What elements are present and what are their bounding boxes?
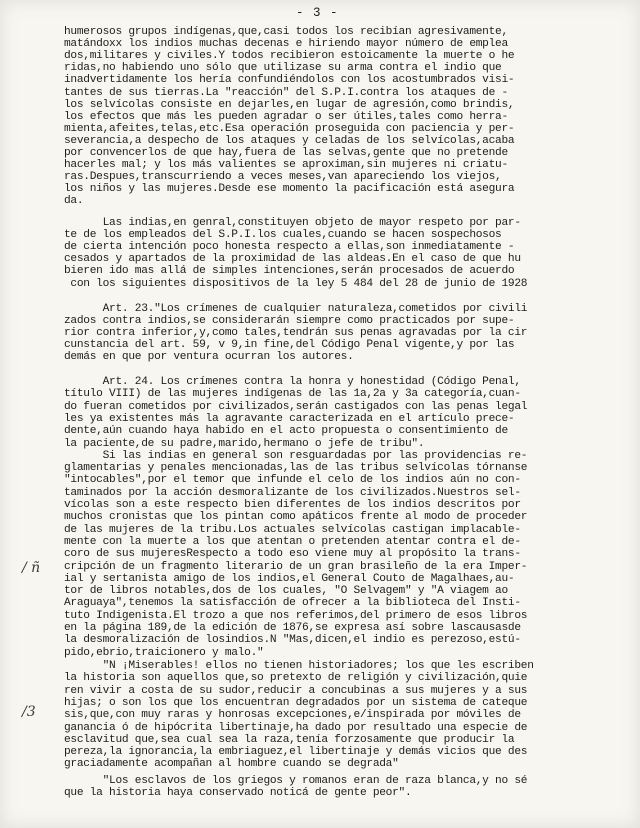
text-line: matándoxx los indios muchas decenas e hiriendo mayor número de emplea [64, 38, 508, 51]
text-line: taminados por la acción desmoralizante de los civilizados.Nuestros sel- [64, 486, 521, 499]
text-line: "Los esclavos de los griegos y romanos eran de raza blanca,y no sé [64, 775, 528, 787]
text-line: do fueran cometidos por civilizados,serán castigados con las penas legal [64, 400, 528, 413]
text-line: cripción de un fragmento literario de un gran brasileño de la era Imper- [64, 560, 528, 573]
text-line: que la historia haya conservado noticá de gente peor". [64, 787, 412, 800]
text-line: los selvícolas consiste en dejarles,en lugar de agresión,como brindis, [64, 98, 515, 111]
text-line: zados contra indios,se considerarán siempre como practicados por supe- [64, 315, 515, 328]
text-line: ganancia ó de hipócrita libertinaje,ha dado por resultado una especie de [64, 721, 528, 734]
text-line: hijas; o son los que los encuentran degradados por un sistema de cateque [64, 696, 528, 709]
text-line: glamentarias y penales mencionadas,las de las tribus selvícolas tórnanse [64, 462, 528, 475]
text-line: en la página 189,de la edición de 1876,se expresa así sobre lascausasde [64, 622, 521, 634]
text-line: ras.Despues,transcurriendo a veces meses,van apareciendo los viejos, [64, 171, 502, 184]
text-line: demás en que por ventura ocurran los autores. [64, 351, 354, 364]
text-line: pido,ebrio,traicionero y malo." [64, 646, 264, 659]
text-line: "intocables",por el temor que infunde el celo de los indios aún no con- [64, 474, 521, 487]
text-line: esclavitud que,sea cual sea la raza,tenía forzosamente que producir la [64, 733, 515, 746]
margin-mark: /3 [22, 704, 36, 720]
text-line: Las indias,en genral,constituyen objeto de mayor respeto por par- [64, 217, 521, 229]
text-line: los niños y las mujeres.Desde ese momento la pacificación está asegura [64, 183, 515, 196]
text-line: humerosos grupos indígenas,que,casi todos los recibían agresivamente, [64, 26, 508, 38]
text-line: severancia,a despecho de los ataques y celadas de los selvícolas,acaba [64, 134, 515, 147]
text-line: ridas,no habiendo uno sólo que utilizase su arma contra el indio que [64, 62, 502, 75]
text-line: de cierta intención poco honesta respecto a ellas,son inmediatamente - [64, 241, 515, 254]
text-line: la desmoralización de losindios.N "Mas,dicen,el indio es perezoso,estú- [64, 634, 521, 647]
text-line: ren vivir a costa de su sudor,reducir a concubinas a sus mujeres y a sus [64, 684, 528, 697]
text-line: da. [64, 195, 84, 208]
text-line: cesados y apartados de la proximidad de las aldeas.En el caso de que hu [64, 253, 521, 266]
text-line: Art. 24. Los crímenes contra la honra y honestidad (Código Penal, [64, 376, 521, 388]
text-line: Araguaya",tenemos la satisfacción de ofrecer a la biblioteca del Insti- [64, 597, 521, 610]
text-line: sis,que,con muy raras y honrosas excepciones,e/inspirada por móviles de [64, 709, 521, 722]
text-line: inadvertidamente los hería confundiéndolos con los acostumbrados visi- [64, 74, 515, 87]
text-line: les ya existentes más la agravante caracterizada en el artículo prece- [64, 412, 515, 425]
text-line: con los siguientes dispositivos de la ley 5 484 del 28 de junio de 1928 [64, 277, 528, 290]
text-line: pereza,la ignorancia,la embriaguez,el libertinaje y demás vicios que des [64, 746, 528, 759]
text-line: dente,aún cuando haya habido en el acto propuesta o consentimiento de [64, 425, 508, 438]
text-line: "N ¡Miserables! ellos no tienen historiadores; los que les escriben [64, 660, 534, 672]
text-line: te de los empleados del S.P.I.los cuales,cuando se hacen sospechosos [64, 229, 502, 242]
text-line: por convencerlos de que hay,fuera de las selvas,gente que no pretende [64, 147, 508, 159]
text-line: la historia son aquellos que,so pretexto de religión y civilización,quie [64, 672, 528, 685]
text-line: la paciente,de su padre,marido,hermano o jefe de tribu". [64, 437, 425, 450]
text-line: graciadamente acompañan al hombre cuando se degrada" [64, 758, 399, 771]
text-line: tantes de sus tierras.La "reacción" del S.P.I.contra los ataques de - [64, 86, 508, 99]
text-line: rior contra inferior,y,como tales,tendrán sus penas agravadas por la cir [64, 327, 528, 340]
text-line: vícolas son a este respecto bien diferentes de los indios descritos por [64, 499, 521, 511]
text-line: Art. 23."Los crímenes de cualquier naturaleza,cometidos por civili [64, 303, 528, 315]
text-line: cunstancia del art. 59, v 9,in fine,del Código Penal vigente,y por las [64, 339, 515, 352]
text-line: tuto Indigenista.El trozo a que nos referimos,del primero de esos libros [64, 609, 528, 622]
text-line: Si las indias en general son resguardadas por las providencias re- [64, 449, 528, 462]
text-line: título VIII) de las mujeres indígenas de las 1a,2a y 3a categoría,cuan- [64, 388, 521, 401]
page-number: - 3 - [296, 6, 339, 20]
text-line: ial y sertanista amigo de los indios,el General Couto de Magalhaes,au- [64, 572, 515, 585]
text-line: de las mujeres de la tribu.Los actuales selvícolas castigan implacable- [64, 523, 521, 536]
text-line: mienta,afeites,telas,etc.Esa operación proseguida con paciencia y per- [64, 122, 515, 135]
text-line: dos,militares y civiles.Y todos recibieron estoicamente la muerte o he [64, 50, 515, 63]
text-line: hacerles mal; y los más valientes se aproximan,sin mujeres ni criatu- [64, 159, 508, 172]
text-line: mente con la muerte a los que atentan o pretenden atentar contra el de- [64, 535, 521, 548]
text-line: bieren ido mas allá de simples intenciones,serán procesados de acuerdo [64, 265, 515, 278]
margin-mark: / ñ [22, 560, 41, 576]
text-line: muchos cronistas que los pintan como apáticos frente al modo de proceder [64, 511, 528, 524]
text-line: coro de sus mujeresRespecto a todo eso viene muy al propósito la trans- [64, 548, 521, 561]
text-line: los efectos que más les pueden agradar o ser útiles,tales como herra- [64, 110, 508, 123]
text-line: tor de libros notables,dos de los cuales, "O Selvagem" y "A viagem ao [64, 585, 508, 598]
